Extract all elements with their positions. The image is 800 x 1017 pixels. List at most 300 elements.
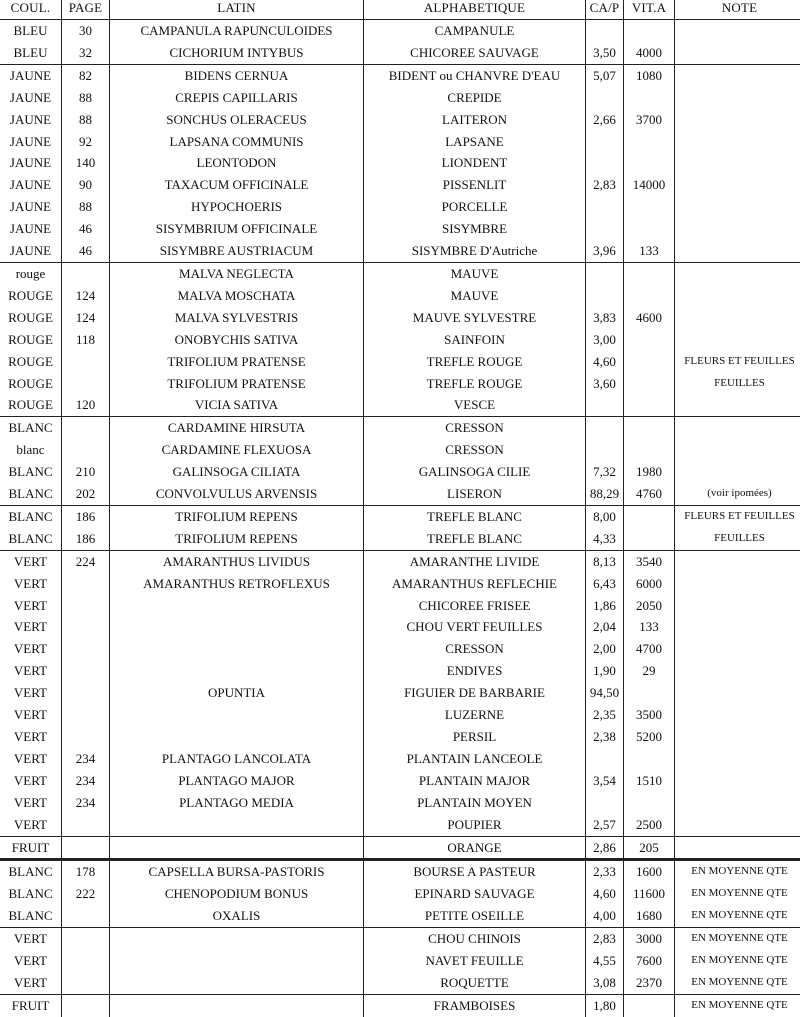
cell-cap: 8,13	[586, 550, 624, 572]
cell-alphabetique: CRESSON	[364, 417, 586, 439]
cell-coul: VERT	[0, 550, 62, 572]
cell-vita: 1600	[624, 860, 675, 883]
cell-vita: 6000	[624, 573, 675, 595]
cell-cap	[586, 417, 624, 439]
table-row	[0, 950, 800, 972]
cell-vita	[624, 196, 675, 218]
cell-note	[675, 307, 800, 329]
cell-latin	[110, 994, 364, 1016]
header-coul: COUL.	[0, 0, 62, 20]
cell-page: 46	[62, 240, 110, 262]
cell-vita	[624, 262, 675, 284]
cell-note	[675, 109, 800, 131]
cell-coul: JAUNE	[0, 131, 62, 153]
cell-coul: VERT	[0, 726, 62, 748]
cell-cap: 8,00	[586, 505, 624, 527]
cell-cap: 3,00	[586, 329, 624, 351]
cell-cap: 2,38	[586, 726, 624, 748]
cell-vita: 2500	[624, 814, 675, 836]
cell-note	[675, 20, 800, 42]
cell-coul: VERT	[0, 792, 62, 814]
cell-vita: 14000	[624, 174, 675, 196]
table-row	[0, 196, 800, 218]
table-row	[0, 20, 800, 42]
cell-note	[675, 329, 800, 351]
cell-alphabetique: CRESSON	[364, 439, 586, 461]
table-row	[0, 792, 800, 814]
cell-alphabetique: LAITERON	[364, 109, 586, 131]
cell-coul: ROUGE	[0, 394, 62, 416]
cell-latin: CICHORIUM INTYBUS	[110, 42, 364, 64]
cell-coul: BLANC	[0, 417, 62, 439]
cell-coul: ROUGE	[0, 351, 62, 373]
table-header	[0, 0, 800, 20]
table-row	[0, 972, 800, 994]
cell-cap: 4,55	[586, 950, 624, 972]
cell-vita: 2370	[624, 972, 675, 994]
cell-cap: 2,86	[586, 836, 624, 860]
cell-alphabetique: LAPSANE	[364, 131, 586, 153]
cell-latin: ONOBYCHIS SATIVA	[110, 329, 364, 351]
cell-vita: 1080	[624, 64, 675, 86]
table-row	[0, 87, 800, 109]
cell-page	[62, 439, 110, 461]
table-row	[0, 218, 800, 240]
cell-coul: rouge	[0, 262, 62, 284]
cell-cap	[586, 196, 624, 218]
cell-latin: CONVOLVULUS ARVENSIS	[110, 483, 364, 505]
cell-page	[62, 573, 110, 595]
table-row	[0, 505, 800, 527]
cell-coul: BLANC	[0, 505, 62, 527]
cell-alphabetique: MAUVE	[364, 285, 586, 307]
header-page: PAGE	[62, 0, 110, 20]
cell-latin: BIDENS CERNUA	[110, 64, 364, 86]
table-row	[0, 483, 800, 505]
cell-vita: 3700	[624, 109, 675, 131]
cell-coul: VERT	[0, 660, 62, 682]
cell-latin: LAPSANA COMMUNIS	[110, 131, 364, 153]
cell-coul: JAUNE	[0, 109, 62, 131]
cell-latin: CREPIS CAPILLARIS	[110, 87, 364, 109]
table-row	[0, 726, 800, 748]
cell-note: (voir ipomées)	[675, 483, 800, 505]
cell-coul: ROUGE	[0, 307, 62, 329]
cell-alphabetique: SAINFOIN	[364, 329, 586, 351]
cell-alphabetique: TREFLE ROUGE	[364, 373, 586, 395]
cell-cap	[586, 394, 624, 416]
cell-note	[675, 131, 800, 153]
cell-page	[62, 905, 110, 927]
cell-coul: VERT	[0, 682, 62, 704]
cell-cap: 3,50	[586, 42, 624, 64]
cell-page: 118	[62, 329, 110, 351]
cell-coul: FRUIT	[0, 836, 62, 860]
cell-alphabetique: LUZERNE	[364, 704, 586, 726]
table-row	[0, 905, 800, 927]
cell-coul: JAUNE	[0, 174, 62, 196]
cell-latin: PLANTAGO MEDIA	[110, 792, 364, 814]
cell-note: EN MOYENNE QTE	[675, 883, 800, 905]
cell-alphabetique: LISERON	[364, 483, 586, 505]
cell-note: EN MOYENNE QTE	[675, 860, 800, 883]
table-row	[0, 351, 800, 373]
cell-page	[62, 373, 110, 395]
cell-coul: VERT	[0, 616, 62, 638]
table-row	[0, 883, 800, 905]
cell-vita	[624, 373, 675, 395]
cell-coul: BLANC	[0, 883, 62, 905]
cell-alphabetique: GALINSOGA CILIE	[364, 461, 586, 483]
cell-note	[675, 770, 800, 792]
cell-page	[62, 950, 110, 972]
cell-cap	[586, 439, 624, 461]
cell-page: 224	[62, 550, 110, 572]
cell-latin: CARDAMINE HIRSUTA	[110, 417, 364, 439]
table-row	[0, 770, 800, 792]
table-row	[0, 174, 800, 196]
cell-latin: AMARANTHUS LIVIDUS	[110, 550, 364, 572]
cell-alphabetique: SISYMBRE	[364, 218, 586, 240]
cell-coul: VERT	[0, 704, 62, 726]
cell-latin: MALVA NEGLECTA	[110, 262, 364, 284]
cell-page	[62, 660, 110, 682]
cell-note	[675, 595, 800, 617]
table-row	[0, 748, 800, 770]
cell-cap: 2,83	[586, 174, 624, 196]
cell-alphabetique: AMARANTHUS REFLECHIE	[364, 573, 586, 595]
cell-page: 30	[62, 20, 110, 42]
cell-latin: CAMPANULA RAPUNCULOIDES	[110, 20, 364, 42]
cell-page: 92	[62, 131, 110, 153]
header-note: NOTE	[675, 0, 800, 20]
cell-vita: 4700	[624, 638, 675, 660]
cell-note: EN MOYENNE QTE	[675, 950, 800, 972]
cell-note	[675, 417, 800, 439]
cell-note	[675, 573, 800, 595]
cell-note: EN MOYENNE QTE	[675, 905, 800, 927]
cell-cap: 1,80	[586, 994, 624, 1016]
cell-cap: 2,33	[586, 860, 624, 883]
header-latin: LATIN	[110, 0, 364, 20]
cell-cap: 3,08	[586, 972, 624, 994]
cell-page	[62, 351, 110, 373]
table-row	[0, 860, 800, 883]
cell-latin: TAXACUM OFFICINALE	[110, 174, 364, 196]
table-row	[0, 262, 800, 284]
cell-page	[62, 972, 110, 994]
cell-vita: 29	[624, 660, 675, 682]
cell-vita	[624, 152, 675, 174]
cell-coul: VERT	[0, 770, 62, 792]
table-row	[0, 373, 800, 395]
cell-latin: TRIFOLIUM PRATENSE	[110, 351, 364, 373]
cell-alphabetique: CREPIDE	[364, 87, 586, 109]
cell-vita: 133	[624, 616, 675, 638]
table-row	[0, 394, 800, 416]
cell-latin	[110, 836, 364, 860]
cell-page	[62, 814, 110, 836]
cell-vita	[624, 417, 675, 439]
cell-vita: 7600	[624, 950, 675, 972]
table-row	[0, 928, 800, 950]
cell-latin: GALINSOGA CILIATA	[110, 461, 364, 483]
cell-latin: AMARANTHUS RETROFLEXUS	[110, 573, 364, 595]
cell-page	[62, 726, 110, 748]
cell-cap: 88,29	[586, 483, 624, 505]
cell-cap: 7,32	[586, 461, 624, 483]
cell-alphabetique: MAUVE	[364, 262, 586, 284]
cell-alphabetique: MAUVE SYLVESTRE	[364, 307, 586, 329]
cell-page	[62, 616, 110, 638]
cell-vita	[624, 748, 675, 770]
cell-page: 234	[62, 792, 110, 814]
cell-cap	[586, 285, 624, 307]
cell-alphabetique: NAVET FEUILLE	[364, 950, 586, 972]
cell-note	[675, 638, 800, 660]
cell-note	[675, 439, 800, 461]
cell-coul: ROUGE	[0, 329, 62, 351]
cell-coul: VERT	[0, 573, 62, 595]
table-row	[0, 439, 800, 461]
cell-alphabetique: TREFLE ROUGE	[364, 351, 586, 373]
cell-page: 178	[62, 860, 110, 883]
table-row	[0, 528, 800, 550]
cell-coul: VERT	[0, 928, 62, 950]
cell-alphabetique: ORANGE	[364, 836, 586, 860]
cell-note: FLEURS ET FEUILLES	[675, 351, 800, 373]
cell-cap	[586, 20, 624, 42]
cell-latin: CAPSELLA BURSA-PASTORIS	[110, 860, 364, 883]
cell-alphabetique: ROQUETTE	[364, 972, 586, 994]
cell-alphabetique: EPINARD SAUVAGE	[364, 883, 586, 905]
cell-coul: JAUNE	[0, 64, 62, 86]
cell-cap: 4,00	[586, 905, 624, 927]
cell-page	[62, 704, 110, 726]
cell-coul: blanc	[0, 439, 62, 461]
cell-alphabetique: AMARANTHE LIVIDE	[364, 550, 586, 572]
cell-vita	[624, 528, 675, 550]
cell-page: 234	[62, 770, 110, 792]
cell-coul: FRUIT	[0, 994, 62, 1016]
table-row	[0, 152, 800, 174]
cell-latin: SONCHUS OLERACEUS	[110, 109, 364, 131]
cell-coul: VERT	[0, 595, 62, 617]
cell-alphabetique: TREFLE BLANC	[364, 528, 586, 550]
cell-cap: 3,96	[586, 240, 624, 262]
cell-page	[62, 682, 110, 704]
cell-page: 88	[62, 196, 110, 218]
cell-note	[675, 152, 800, 174]
cell-alphabetique: LIONDENT	[364, 152, 586, 174]
cell-note: EN MOYENNE QTE	[675, 928, 800, 950]
cell-cap: 5,07	[586, 64, 624, 86]
cell-latin: CARDAMINE FLEXUOSA	[110, 439, 364, 461]
cell-coul: VERT	[0, 748, 62, 770]
cell-cap: 4,60	[586, 351, 624, 373]
cell-latin	[110, 595, 364, 617]
cell-latin	[110, 704, 364, 726]
cell-page	[62, 595, 110, 617]
cell-cap	[586, 792, 624, 814]
table-row	[0, 461, 800, 483]
table-row	[0, 573, 800, 595]
cell-page: 186	[62, 528, 110, 550]
cell-cap: 3,83	[586, 307, 624, 329]
cell-page: 124	[62, 285, 110, 307]
cell-alphabetique: PORCELLE	[364, 196, 586, 218]
cell-note	[675, 726, 800, 748]
cell-vita	[624, 131, 675, 153]
cell-note	[675, 682, 800, 704]
cell-note	[675, 616, 800, 638]
cell-cap	[586, 87, 624, 109]
header-vita: VIT.A	[624, 0, 675, 20]
cell-latin	[110, 928, 364, 950]
table-row	[0, 638, 800, 660]
table-row	[0, 682, 800, 704]
cell-alphabetique: FIGUIER DE BARBARIE	[364, 682, 586, 704]
cell-alphabetique: POUPIER	[364, 814, 586, 836]
cell-cap: 2,57	[586, 814, 624, 836]
header-cap: CA/P	[586, 0, 624, 20]
cell-vita	[624, 285, 675, 307]
cell-vita: 3500	[624, 704, 675, 726]
cell-note	[675, 174, 800, 196]
cell-alphabetique: PISSENLIT	[364, 174, 586, 196]
cell-coul: ROUGE	[0, 285, 62, 307]
cell-alphabetique: FRAMBOISES	[364, 994, 586, 1016]
cell-alphabetique: PLANTAIN LANCEOLE	[364, 748, 586, 770]
cell-coul: JAUNE	[0, 196, 62, 218]
cell-coul: ROUGE	[0, 373, 62, 395]
table-row	[0, 814, 800, 836]
cell-vita: 133	[624, 240, 675, 262]
cell-vita	[624, 792, 675, 814]
table-row	[0, 329, 800, 351]
cell-vita: 4000	[624, 42, 675, 64]
cell-alphabetique: CHICOREE SAUVAGE	[364, 42, 586, 64]
cell-page	[62, 262, 110, 284]
cell-cap: 4,60	[586, 883, 624, 905]
cell-latin: TRIFOLIUM REPENS	[110, 528, 364, 550]
table-row	[0, 994, 800, 1016]
cell-coul: BLANC	[0, 905, 62, 927]
cell-cap	[586, 748, 624, 770]
cell-alphabetique: PLANTAIN MAJOR	[364, 770, 586, 792]
cell-page: 90	[62, 174, 110, 196]
table-row	[0, 131, 800, 153]
cell-page: 222	[62, 883, 110, 905]
cell-note	[675, 660, 800, 682]
cell-page: 234	[62, 748, 110, 770]
cell-latin: SISYMBRE AUSTRIACUM	[110, 240, 364, 262]
cell-alphabetique: PETITE OSEILLE	[364, 905, 586, 927]
cell-coul: VERT	[0, 638, 62, 660]
table-row	[0, 109, 800, 131]
cell-alphabetique: CHICOREE FRISEE	[364, 595, 586, 617]
cell-note	[675, 550, 800, 572]
cell-cap: 2,66	[586, 109, 624, 131]
table-row	[0, 42, 800, 64]
cell-latin: OPUNTIA	[110, 682, 364, 704]
cell-alphabetique: BOURSE A PASTEUR	[364, 860, 586, 883]
table-row	[0, 240, 800, 262]
cell-note	[675, 836, 800, 860]
cell-cap	[586, 131, 624, 153]
cell-vita: 4600	[624, 307, 675, 329]
cell-latin: PLANTAGO LANCOLATA	[110, 748, 364, 770]
cell-cap	[586, 218, 624, 240]
cell-alphabetique: CHOU VERT FEUILLES	[364, 616, 586, 638]
cell-note	[675, 704, 800, 726]
cell-cap: 6,43	[586, 573, 624, 595]
cell-alphabetique: CRESSON	[364, 638, 586, 660]
cell-coul: BLANC	[0, 461, 62, 483]
cell-cap: 4,33	[586, 528, 624, 550]
cell-latin: OXALIS	[110, 905, 364, 927]
cell-latin: TRIFOLIUM REPENS	[110, 505, 364, 527]
cell-coul: BLANC	[0, 528, 62, 550]
cell-coul: VERT	[0, 972, 62, 994]
cell-vita: 1680	[624, 905, 675, 927]
cell-alphabetique: VESCE	[364, 394, 586, 416]
cell-note: EN MOYENNE QTE	[675, 972, 800, 994]
cell-page: 32	[62, 42, 110, 64]
cell-latin	[110, 814, 364, 836]
cell-vita	[624, 87, 675, 109]
cell-vita: 11600	[624, 883, 675, 905]
cell-latin	[110, 616, 364, 638]
cell-latin: HYPOCHOERIS	[110, 196, 364, 218]
cell-page: 210	[62, 461, 110, 483]
cell-note: FLEURS ET FEUILLES	[675, 505, 800, 527]
cell-page: 140	[62, 152, 110, 174]
cell-latin: PLANTAGO MAJOR	[110, 770, 364, 792]
cell-latin: MALVA MOSCHATA	[110, 285, 364, 307]
cell-cap: 2,83	[586, 928, 624, 950]
cell-page	[62, 928, 110, 950]
cell-page: 186	[62, 505, 110, 527]
cell-latin: VICIA SATIVA	[110, 394, 364, 416]
cell-alphabetique: CAMPANULE	[364, 20, 586, 42]
cell-page: 82	[62, 64, 110, 86]
cell-latin	[110, 950, 364, 972]
cell-note	[675, 218, 800, 240]
cell-note	[675, 64, 800, 86]
cell-note: FEUILLES	[675, 373, 800, 395]
cell-note	[675, 285, 800, 307]
cell-alphabetique: PLANTAIN MOYEN	[364, 792, 586, 814]
cell-coul: JAUNE	[0, 218, 62, 240]
table-row	[0, 550, 800, 572]
table-row	[0, 417, 800, 439]
cell-note	[675, 87, 800, 109]
cell-coul: BLEU	[0, 20, 62, 42]
cell-cap: 1,86	[586, 595, 624, 617]
cell-vita: 4760	[624, 483, 675, 505]
table-row	[0, 285, 800, 307]
cell-vita: 5200	[624, 726, 675, 748]
cell-note	[675, 262, 800, 284]
cell-note: EN MOYENNE QTE	[675, 994, 800, 1016]
cell-note	[675, 240, 800, 262]
cell-latin	[110, 638, 364, 660]
cell-vita	[624, 351, 675, 373]
cell-latin: TRIFOLIUM PRATENSE	[110, 373, 364, 395]
cell-vita: 3540	[624, 550, 675, 572]
cell-latin: MALVA SYLVESTRIS	[110, 307, 364, 329]
